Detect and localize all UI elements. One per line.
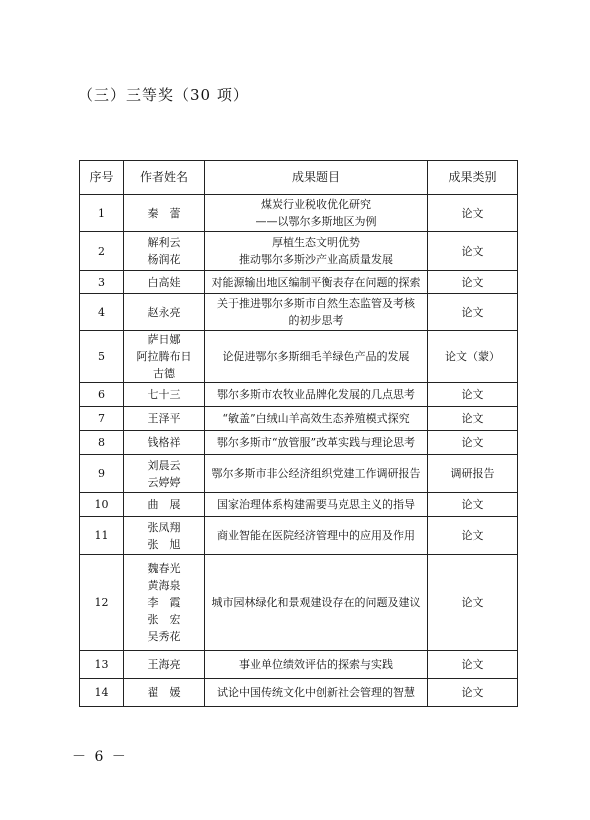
result-title bbox=[205, 232, 428, 271]
table-row bbox=[80, 407, 518, 431]
author-name: 张 宏 bbox=[147, 613, 181, 626]
author-names bbox=[124, 431, 205, 455]
row-number: 13 bbox=[80, 651, 124, 679]
table-row bbox=[80, 431, 518, 455]
row-number: 3 bbox=[80, 271, 124, 294]
result-type: 论文 bbox=[428, 294, 518, 331]
author-name: 李 霞 bbox=[147, 596, 181, 609]
result-title bbox=[205, 455, 428, 493]
author-name: 钱格祥 bbox=[147, 436, 181, 449]
author-name: 阿拉腾布日 bbox=[136, 350, 192, 363]
table-row bbox=[80, 517, 518, 555]
result-title-line: ——以鄂尔多斯地区为例 bbox=[255, 215, 377, 228]
author-name: 曲 展 bbox=[147, 498, 181, 511]
row-number: 1 bbox=[80, 195, 124, 232]
author-names bbox=[124, 517, 205, 555]
table-row bbox=[80, 679, 518, 707]
header-title: 成果题目 bbox=[205, 161, 428, 195]
result-title bbox=[205, 517, 428, 555]
result-type: 论文 bbox=[428, 232, 518, 271]
author-name: 白高娃 bbox=[147, 275, 181, 289]
page-number: － 6 － bbox=[72, 749, 128, 765]
author-names bbox=[124, 383, 205, 407]
row-number: 10 bbox=[80, 493, 124, 517]
row-number: 8 bbox=[80, 431, 124, 455]
author-name: 萨日娜 bbox=[147, 333, 181, 346]
author-name: 解利云 bbox=[147, 236, 181, 249]
awards-table bbox=[79, 160, 518, 707]
result-title-line: 推动鄂尔多斯沙产业高质量发展 bbox=[239, 253, 393, 266]
result-title-line: 的初步思考 bbox=[288, 314, 344, 327]
row-number: 4 bbox=[80, 294, 124, 331]
author-name: 翟 媛 bbox=[147, 686, 181, 699]
result-title bbox=[205, 493, 428, 517]
table-row bbox=[80, 493, 518, 517]
author-names bbox=[124, 679, 205, 707]
result-title bbox=[205, 555, 428, 651]
result-title-line: 国家治理体系构建需要马克思主义的指导 bbox=[217, 498, 415, 511]
author-name: 古德 bbox=[153, 367, 175, 380]
result-title-line: 煤炭行业税收优化研究 bbox=[261, 198, 371, 211]
author-name: 黄海泉 bbox=[147, 579, 181, 592]
row-number: 12 bbox=[80, 555, 124, 651]
result-type: 论文 bbox=[428, 517, 518, 555]
author-name: 魏春光 bbox=[147, 562, 181, 575]
author-name: 刘晨云 bbox=[147, 458, 181, 472]
row-number: 9 bbox=[80, 455, 124, 493]
row-number: 14 bbox=[80, 679, 124, 707]
table-row bbox=[80, 271, 518, 294]
table-header-row bbox=[80, 161, 518, 195]
result-title bbox=[205, 271, 428, 294]
table-row bbox=[80, 195, 518, 232]
result-title bbox=[205, 331, 428, 383]
table-row bbox=[80, 651, 518, 679]
author-names bbox=[124, 407, 205, 431]
row-number: 7 bbox=[80, 407, 124, 431]
header-no: 序号 bbox=[80, 161, 124, 195]
table-row bbox=[80, 555, 518, 651]
author-name: 王泽平 bbox=[147, 412, 181, 425]
result-type: 论文 bbox=[428, 555, 518, 651]
result-type: 论文 bbox=[428, 195, 518, 232]
author-name: 王海亮 bbox=[147, 658, 181, 671]
result-title bbox=[205, 195, 428, 232]
result-title-line: 对能源输出地区编制平衡表存在问题的探索 bbox=[211, 275, 421, 289]
row-number: 11 bbox=[80, 517, 124, 555]
author-name: 张 旭 bbox=[147, 537, 181, 551]
result-title bbox=[205, 651, 428, 679]
header-type: 成果类别 bbox=[428, 161, 518, 195]
author-name: 七十三 bbox=[147, 388, 181, 401]
result-type: 论文 bbox=[428, 679, 518, 707]
table-row bbox=[80, 455, 518, 493]
result-type: 论文 bbox=[428, 651, 518, 679]
author-name: 秦 蕾 bbox=[147, 206, 181, 220]
author-names bbox=[124, 271, 205, 294]
author-names bbox=[124, 493, 205, 517]
result-title-line: “敏盖”白绒山羊高效生态养殖模式探究 bbox=[222, 412, 410, 425]
section-title: （三）三等奖（30 项） bbox=[78, 86, 249, 104]
table-row bbox=[80, 232, 518, 271]
author-names bbox=[124, 232, 205, 271]
result-type: 调研报告 bbox=[428, 455, 518, 493]
result-title-line: 关于推进鄂尔多斯市自然生态监管及考核 bbox=[217, 297, 415, 310]
result-title-line: 鄂尔多斯市非公经济组织党建工作调研报告 bbox=[211, 467, 421, 480]
result-title bbox=[205, 431, 428, 455]
row-number: 6 bbox=[80, 383, 124, 407]
result-title bbox=[205, 679, 428, 707]
table-row bbox=[80, 383, 518, 407]
result-title-line: 事业单位绩效评估的探索与实践 bbox=[239, 658, 393, 671]
result-title-line: 鄂尔多斯市“放管服”改革实践与理论思考 bbox=[216, 436, 416, 449]
table-row bbox=[80, 331, 518, 383]
result-type: 论文 bbox=[428, 407, 518, 431]
author-names bbox=[124, 331, 205, 383]
author-name: 吴秀花 bbox=[147, 630, 181, 643]
result-title-line: 论促进鄂尔多斯细毛羊绿色产品的发展 bbox=[222, 350, 410, 363]
author-name: 赵永亮 bbox=[147, 305, 181, 319]
result-type: 论文 bbox=[428, 383, 518, 407]
result-title-line: 商业智能在医院经济管理中的应用及作用 bbox=[217, 529, 415, 542]
result-title bbox=[205, 294, 428, 331]
row-number: 2 bbox=[80, 232, 124, 271]
author-name: 杨润花 bbox=[147, 253, 181, 266]
result-title-line: 城市园林绿化和景观建设存在的问题及建议 bbox=[211, 596, 421, 609]
result-type: 论文（蒙） bbox=[428, 331, 518, 383]
table-row bbox=[80, 294, 518, 331]
author-names bbox=[124, 651, 205, 679]
result-title-line: 试论中国传统文化中创新社会管理的智慧 bbox=[217, 686, 415, 699]
result-title bbox=[205, 407, 428, 431]
result-title-line: 鄂尔多斯市农牧业品牌化发展的几点思考 bbox=[217, 388, 415, 401]
result-type: 论文 bbox=[428, 431, 518, 455]
result-title-line: 厚植生态文明优势 bbox=[272, 236, 360, 249]
header-author: 作者姓名 bbox=[124, 161, 205, 195]
result-title bbox=[205, 383, 428, 407]
author-name: 张凤翔 bbox=[147, 520, 181, 534]
result-type: 论文 bbox=[428, 271, 518, 294]
author-names bbox=[124, 294, 205, 331]
result-type: 论文 bbox=[428, 493, 518, 517]
author-names bbox=[124, 555, 205, 651]
author-name: 云婷婷 bbox=[147, 475, 181, 489]
author-names bbox=[124, 195, 205, 232]
table-body bbox=[80, 195, 518, 707]
author-names bbox=[124, 455, 205, 493]
row-number: 5 bbox=[80, 331, 124, 383]
